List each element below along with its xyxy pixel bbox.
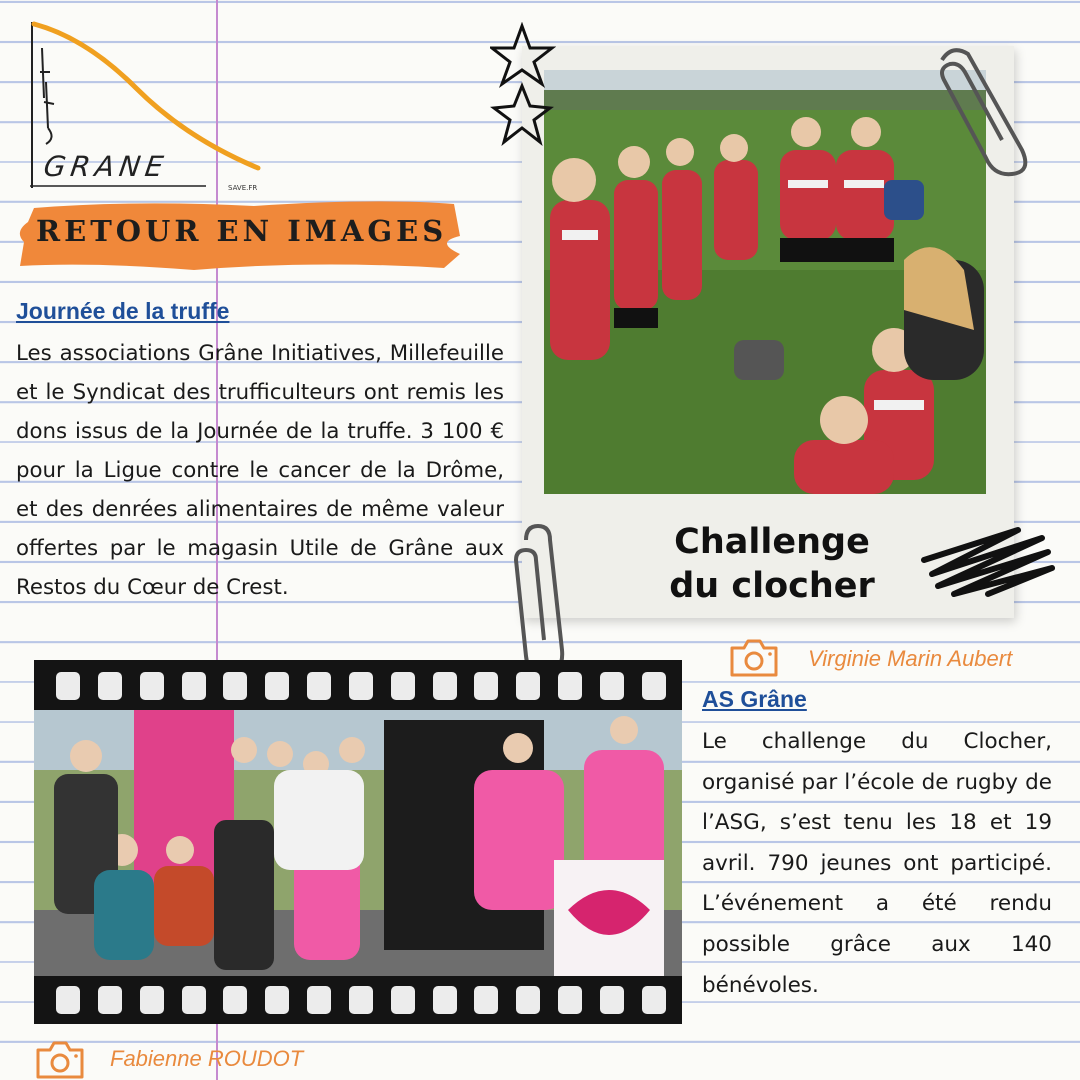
film-perforations-top [56,672,666,700]
truffe-title: Journée de la truffe [16,298,230,324]
scribble-decoration [918,520,1058,600]
star-icon [490,22,556,146]
logo-subtext: SAVE.FR [228,184,258,192]
banner-title: RETOUR EN IMAGES [36,214,448,248]
camera-icon [34,1040,86,1080]
paperclip-icon [922,40,1032,180]
film-strip [34,660,682,1024]
rugby-team-photo [544,70,986,494]
film-perforations-bottom [56,986,666,1014]
asg-body: Le challenge du Clocher, organisé par l’école de rugby de l’ASG, s’est tenu les 18 et 19 avril. 790 jeunes ont participé. L’événement a été rendu possible grâce aux 140 bénévoles. [702,729,1052,998]
camera-icon [728,638,780,678]
photo-credit-rugby: Virginie Marin Aubert [808,646,1013,671]
polaroid-caption: Challenge du clocher [669,522,875,606]
paperclip-icon [508,520,572,680]
photo-credit-film: Fabienne ROUDOT [110,1046,304,1071]
restos-du-coeur-group-photo [34,710,682,976]
logo-text: GRANE [41,150,171,183]
truffe-body: Les associations Grâne Initiatives, Millefeuille et le Syndicat des trufficulteurs ont remis les dons issus de la Journée de la truffe. 3 100 € pour la Ligue contre le cancer de la Drôme, et des denrées alimentaires de même valeur offertes par le magasin Utile de Grâne aux Restos du Cœur de Crest. [16,341,504,600]
asg-title: AS Grâne [702,686,807,712]
